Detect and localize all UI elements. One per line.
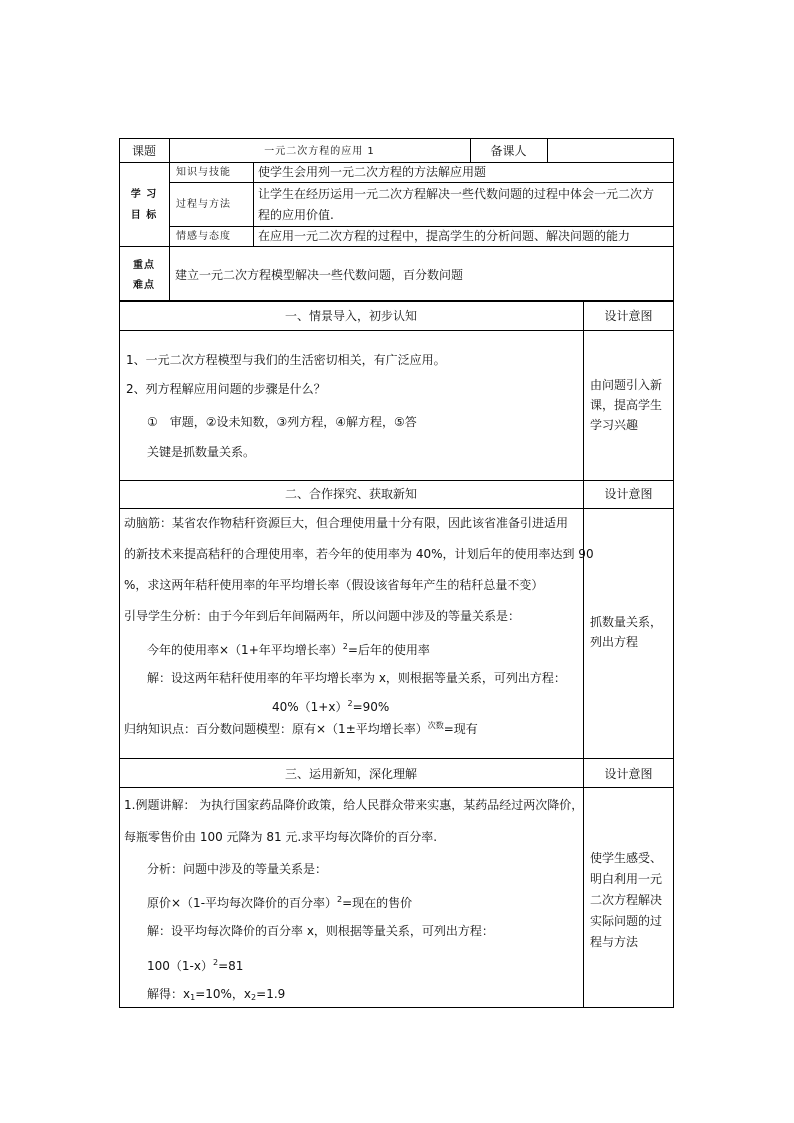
section-2-design-label: 设计意图: [604, 487, 653, 501]
section-3-design-line-2: 明白利用一元: [590, 872, 663, 886]
section-3-design-line-3: 二次方程解决: [590, 893, 663, 907]
section-2-design-line-1: 抓数量关系，: [590, 615, 663, 629]
objective-knowledge-text: 使学生会用列一元二次方程的方法解应用题: [258, 165, 487, 179]
section-1-design-label: 设计意图: [604, 309, 653, 323]
section-1-line-1: 1、一元二次方程模型与我们的生活密切相关，有广泛应用。: [126, 353, 446, 367]
objectives-label-line1: 学 习: [130, 189, 158, 200]
section-3-equation-right: =81: [218, 959, 244, 973]
exponent-2: 2: [337, 895, 343, 904]
objective-process-label: 过程与方法: [176, 199, 231, 210]
section-3-answer-part-3: =1.9: [256, 987, 286, 1001]
section-3-design-line-4: 实际问题的过: [590, 914, 663, 928]
section-1-title: 一、情景导入，初步认知: [284, 309, 417, 323]
section-1-line-2: 2、列方程解应用问题的步骤是什么？: [126, 382, 326, 396]
exponent-2: 2: [342, 642, 348, 651]
objective-knowledge-label: 知识与技能: [176, 167, 231, 178]
section-2-line-4: 引导学生分析：由于今年到后年间隔两年，所以问题中涉及的等量关系是：: [124, 609, 521, 623]
section-2-formula-1: [147, 639, 430, 658]
section-3-line-3: 分析：问题中涉及的等量关系是：: [147, 862, 328, 876]
section-3-formula-1: [147, 892, 412, 911]
subscript-2: 2: [251, 993, 257, 1002]
section-1-line-3: ① 审题，②设未知数，③列方程，④解方程，⑤答: [147, 415, 417, 429]
section-3-design-line-1: 使学生感受、: [590, 851, 663, 865]
section-3-formula-1-left: 原价×（1-平均每次降价的百分率）: [147, 896, 338, 910]
topic-label: 课题: [131, 144, 156, 158]
keypoints-label-line1: 重点: [133, 260, 155, 271]
section-3-equation: [147, 955, 243, 974]
objectives-label-line2: 目 标: [130, 210, 158, 221]
objective-process-text-line2: 程的应用价值.: [258, 208, 334, 222]
section-3-line-2: 每瓶零售价由 100 元降为 81 元.求平均每次降价的百分率.: [124, 830, 438, 844]
section-3-formula-1-right: =现在的售价: [342, 896, 413, 910]
section-1-line-4: 关键是抓数量关系。: [147, 445, 256, 459]
section-2-formula-1-left: 今年的使用率×（1+年平均增长率）: [147, 643, 343, 657]
section-1-design-line-3: 学习兴趣: [590, 418, 639, 432]
section-2-knowledge-right: =现有: [443, 722, 478, 736]
section-2-formula-1-right: =后年的使用率: [347, 643, 430, 657]
section-3-answer-part-2: =10%，x: [195, 987, 252, 1001]
section-2-line-1: 动脑筋：某省农作物秸秆资源巨大，但合理使用量十分有限，因此该省准备引进适用: [124, 516, 569, 530]
section-3-equation-left: 100（1-x）: [147, 959, 213, 973]
section-3-title: 三、运用新知，深化理解: [284, 767, 417, 781]
section-2-equation: [272, 696, 389, 715]
keypoints-text: 建立一元二次方程模型解决一些代数问题，百分数问题: [175, 268, 464, 282]
exponent-2: 2: [212, 958, 219, 967]
section-2-line-solution: 解：设这两年秸秆使用率的年平均增长率为 x，则根据等量关系，可列出方程：: [147, 671, 566, 685]
section-2-line-2: 的新技术来提高秸秆的合理使用率，若今年的使用率为 40%，计划后年的使用率达到 90: [124, 547, 594, 561]
objective-attitude-text: 在应用一元二次方程的过程中，提高学生的分析问题、解决问题的能力: [258, 229, 631, 243]
section-2-design-line-2: 列出方程: [590, 635, 639, 649]
section-2-title: 二、合作探究、获取新知: [284, 487, 417, 501]
section-2-knowledge-left: 归纳知识点：百分数问题模型：原有×（1±平均增长率）: [124, 722, 428, 736]
section-3-design-line-5: 程与方法: [590, 935, 639, 949]
exponent-n: 次数: [427, 721, 444, 730]
section-3-answer: [147, 986, 285, 1006]
section-2-knowledge: [124, 718, 478, 737]
section-3-line-solution: 解：设平均每次降价的百分率 x，则根据等量关系，可列出方程：: [147, 924, 494, 938]
section-3-line-1: 1.例题讲解： 为执行国家药品降价政策，给人民群众带来实惠，某药品经过两次降价，: [124, 798, 584, 812]
section-1-design-line-1: 由问题引入新: [590, 378, 663, 392]
section-2-equation-left: 40%（1+x）: [272, 700, 348, 714]
exponent-2: 2: [347, 699, 353, 708]
subscript-1: 1: [190, 993, 196, 1002]
section-3-answer-part-1: 解得：x: [147, 987, 191, 1001]
section-3-design-label: 设计意图: [604, 767, 653, 781]
keypoints-label-line2: 难点: [133, 280, 155, 291]
section-2-equation-right: =90%: [352, 700, 390, 714]
section-2-line-3: %，求这两年秸秆使用率的年平均增长率（假设该省每年产生的秸秆总量不变）: [124, 578, 544, 592]
section-1-design-line-2: 课，提高学生: [590, 398, 663, 412]
objective-attitude-label: 情感与态度: [176, 231, 231, 242]
topic-value: 一元二次方程的应用 1: [264, 146, 375, 157]
objective-process-text-line1: 让学生在经历运用一元二次方程解决一些代数问题的过程中体会一元二次方: [258, 187, 655, 201]
preparer-label: 备课人: [490, 144, 527, 158]
